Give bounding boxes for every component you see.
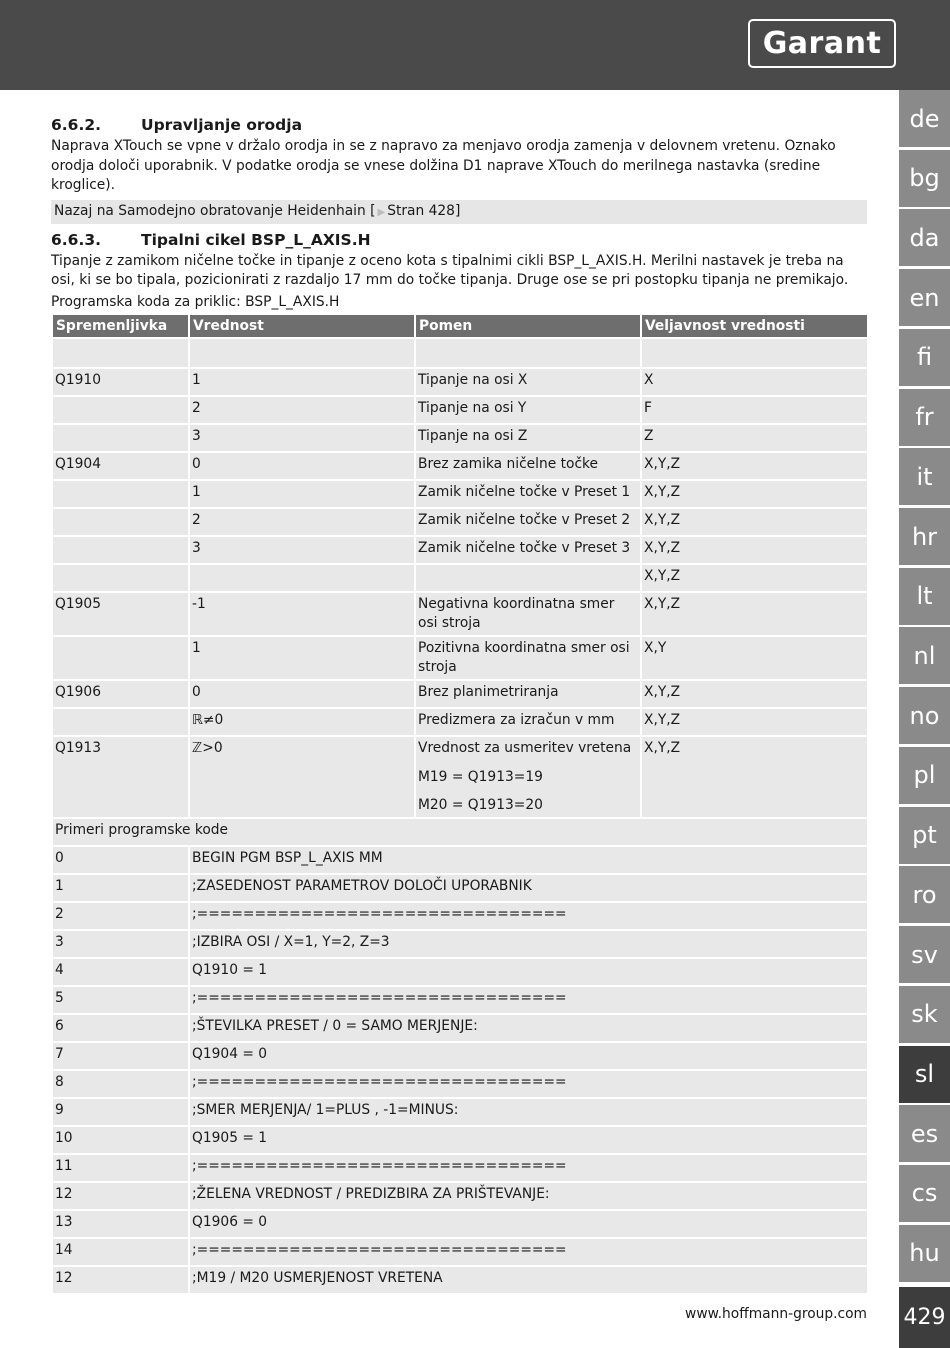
- language-tab-bg[interactable]: bg: [899, 150, 950, 207]
- language-tab-fr[interactable]: fr: [899, 389, 950, 446]
- validity-cell: X,Y,Z: [641, 508, 868, 536]
- language-tab-sk[interactable]: sk: [899, 986, 950, 1043]
- value-cell: 1: [189, 636, 415, 680]
- back-link[interactable]: [51, 200, 867, 224]
- line-number: 6: [52, 1014, 189, 1042]
- value-cell: 0: [189, 680, 415, 708]
- variable-cell: Q1906: [52, 680, 189, 708]
- table-row: [52, 708, 868, 736]
- variable-cell: [52, 536, 189, 564]
- code-line: Q1905 = 1: [189, 1126, 868, 1154]
- line-number: 13: [52, 1210, 189, 1238]
- table-row: [52, 680, 868, 708]
- code-line: Q1906 = 0: [189, 1210, 868, 1238]
- language-tab-de[interactable]: de: [899, 90, 950, 147]
- code-row: [52, 1238, 868, 1266]
- code-label: Programska koda za priklic: BSP_L_AXIS.H: [51, 293, 340, 310]
- language-tab-es[interactable]: es: [899, 1105, 950, 1162]
- examples-title: Primeri programske kode: [52, 818, 868, 846]
- section-number: 6.6.2.: [51, 116, 102, 134]
- meaning-cell: Pozitivna koordinatna smer osi stroja: [415, 636, 641, 680]
- meaning-cell: Tipanje na osi X: [415, 368, 641, 396]
- value-cell: 3: [189, 536, 415, 564]
- variable-cell: [52, 424, 189, 452]
- value-cell: 0: [189, 452, 415, 480]
- page-arrow-icon: ▶: [377, 206, 386, 218]
- validity-cell: X,Y,Z: [641, 736, 868, 818]
- validity-cell: X,Y,Z: [641, 452, 868, 480]
- code-line: ;================================: [189, 986, 868, 1014]
- meaning-cell: Negativna koordinatna smer osi stroja: [415, 592, 641, 636]
- parameter-table: [51, 313, 869, 1295]
- validity-cell: X,Y,Z: [641, 680, 868, 708]
- code-row: [52, 958, 868, 986]
- code-line: ;M19 / M20 USMERJENOST VRETENA: [189, 1266, 868, 1294]
- variable-cell: Q1913: [52, 736, 189, 818]
- line-number: 1: [52, 874, 189, 902]
- section-body: Tipanje z zamikom ničelne točke in tipanje z oceno kota s tipalnimi cikli BSP_L_AXIS.H. Merilni nastavek je treba na osi, ki se bo tipala, pozicionirati z razdaljo 17 mm do točke tipanja. Druge ose se pri postopku tipanja ne premikajo.: [51, 252, 849, 288]
- language-tab-sv[interactable]: sv: [899, 926, 950, 983]
- validity-cell: X: [641, 368, 868, 396]
- meaning-cell: [415, 736, 641, 818]
- language-tab-no[interactable]: no: [899, 687, 950, 744]
- meaning-cell: Tipanje na osi Z: [415, 424, 641, 452]
- code-line: Q1910 = 1: [189, 958, 868, 986]
- line-number: 14: [52, 1238, 189, 1266]
- code-row: [52, 1070, 868, 1098]
- language-tab-pl[interactable]: pl: [899, 747, 950, 804]
- line-number: 12: [52, 1266, 189, 1294]
- variable-cell: [52, 480, 189, 508]
- value-cell: -1: [189, 592, 415, 636]
- variable-cell: [52, 636, 189, 680]
- meaning-cell: Tipanje na osi Y: [415, 396, 641, 424]
- table-row: [52, 508, 868, 536]
- code-row: [52, 1098, 868, 1126]
- language-tab-fi[interactable]: fi: [899, 329, 950, 386]
- code-line: Q1904 = 0: [189, 1042, 868, 1070]
- variable-cell: Q1905: [52, 592, 189, 636]
- code-line: ;================================: [189, 1070, 868, 1098]
- code-line: ;SMER MERJENJA/ 1=PLUS , -1=MINUS:: [189, 1098, 868, 1126]
- main-content: [51, 113, 867, 1295]
- table-row: [52, 424, 868, 452]
- meaning-line: M19 = Q1913=19: [418, 768, 543, 785]
- value-cell: ℤ>0: [189, 736, 415, 818]
- variable-cell: Q1910: [52, 368, 189, 396]
- line-number: 5: [52, 986, 189, 1014]
- variable-cell: Q1904: [52, 452, 189, 480]
- table-row: [52, 736, 868, 818]
- code-row: [52, 1154, 868, 1182]
- value-cell: 2: [189, 396, 415, 424]
- validity-cell: F: [641, 396, 868, 424]
- meaning-cell: Predizmera za izračun v mm: [415, 708, 641, 736]
- back-link-page: Stran 428]: [387, 202, 461, 219]
- column-header: Spremenljivka: [52, 314, 189, 338]
- line-number: 10: [52, 1126, 189, 1154]
- code-line: ;ŽELENA VREDNOST / PREDIZBIRA ZA PRIŠTEVANJE:: [189, 1182, 868, 1210]
- footer-url: www.hoffmann-group.com: [685, 1306, 867, 1322]
- code-row: [52, 1042, 868, 1070]
- code-row: [52, 874, 868, 902]
- table-row: [52, 536, 868, 564]
- code-line: ;================================: [189, 1154, 868, 1182]
- page-header: [0, 0, 950, 90]
- value-cell: ℝ≠0: [189, 708, 415, 736]
- table-row: [52, 396, 868, 424]
- table-row: [52, 818, 868, 846]
- column-header: Pomen: [415, 314, 641, 338]
- column-header: Vrednost: [189, 314, 415, 338]
- value-cell: 1: [189, 368, 415, 396]
- language-tab-hr[interactable]: hr: [899, 508, 950, 565]
- language-tab-nl[interactable]: nl: [899, 627, 950, 684]
- language-tab-cs[interactable]: cs: [899, 1165, 950, 1222]
- line-number: 7: [52, 1042, 189, 1070]
- validity-cell: Z: [641, 424, 868, 452]
- language-tab-ro[interactable]: ro: [899, 866, 950, 923]
- meaning-line: M20 = Q1913=20: [418, 797, 543, 813]
- code-row: [52, 986, 868, 1014]
- section-body: Naprava XTouch se vpne v držalo orodja in se z napravo za menjavo orodja zamenja v delovnem vretenu. Oznako orodja določi uporabnik. V podatke orodja se vnese dolžina D1 naprave XTouch do merilnega nastavka (sredine kroglice).: [51, 138, 836, 193]
- value-cell: 3: [189, 424, 415, 452]
- line-number: 3: [52, 930, 189, 958]
- table-row: [52, 452, 868, 480]
- meaning-cell: Zamik ničelne točke v Preset 3: [415, 536, 641, 564]
- table-row: [52, 636, 868, 680]
- value-cell: 2: [189, 508, 415, 536]
- table-row: [52, 338, 868, 368]
- language-tab-it[interactable]: it: [899, 448, 950, 505]
- language-tab-hu[interactable]: hu: [899, 1225, 950, 1282]
- meaning-cell: Zamik ničelne točke v Preset 2: [415, 508, 641, 536]
- language-tab-en[interactable]: en: [899, 269, 950, 326]
- language-sidebar: [899, 90, 950, 1284]
- language-tab-lt[interactable]: lt: [899, 568, 950, 625]
- section-title: Tipalni cikel BSP_L_AXIS.H: [141, 230, 371, 249]
- code-row: [52, 1266, 868, 1294]
- line-number: 9: [52, 1098, 189, 1126]
- code-line: ;================================: [189, 1238, 868, 1266]
- validity-cell: X,Y,Z: [641, 708, 868, 736]
- code-row: [52, 846, 868, 874]
- code-line: ;ŠTEVILKA PRESET / 0 = SAMO MERJENJE:: [189, 1014, 868, 1042]
- back-link-text: Nazaj na Samodejno obratovanje Heidenhain [: [54, 202, 376, 219]
- meaning-cell: Brez planimetriranja: [415, 680, 641, 708]
- validity-cell: X,Y,Z: [641, 480, 868, 508]
- variable-cell: [52, 396, 189, 424]
- section-heading-1: [51, 113, 867, 137]
- garant-logo: Garant: [748, 19, 896, 68]
- code-row: [52, 902, 868, 930]
- code-line: BEGIN PGM BSP_L_AXIS MM: [189, 846, 868, 874]
- section-number: 6.6.3.: [51, 230, 102, 249]
- validity-cell: X,Y: [641, 636, 868, 680]
- code-line: ;IZBIRA OSI / X=1, Y=2, Z=3: [189, 930, 868, 958]
- language-tab-sl[interactable]: sl: [899, 1046, 950, 1103]
- line-number: 2: [52, 902, 189, 930]
- page-number: 429: [899, 1287, 950, 1348]
- line-number: 4: [52, 958, 189, 986]
- table-row: [52, 368, 868, 396]
- code-row: [52, 1182, 868, 1210]
- code-row: [52, 930, 868, 958]
- validity-cell: X,Y,Z: [641, 592, 868, 636]
- section-title: Upravljanje orodja: [141, 116, 303, 134]
- validity-cell: X,Y,Z: [641, 536, 868, 564]
- line-number: 8: [52, 1070, 189, 1098]
- line-number: 11: [52, 1154, 189, 1182]
- value-cell: 1: [189, 480, 415, 508]
- validity-cell: X,Y,Z: [641, 564, 868, 592]
- value-cell: [189, 564, 415, 592]
- column-header: Veljavnost vrednosti: [641, 314, 868, 338]
- code-row: [52, 1210, 868, 1238]
- meaning-cell: Zamik ničelne točke v Preset 1: [415, 480, 641, 508]
- line-number: 12: [52, 1182, 189, 1210]
- code-row: [52, 1014, 868, 1042]
- language-tab-da[interactable]: da: [899, 209, 950, 266]
- line-number: 0: [52, 846, 189, 874]
- meaning-cell: Brez zamika ničelne točke: [415, 452, 641, 480]
- code-line: ;ZASEDENOST PARAMETROV DOLOČI UPORABNIK: [189, 874, 868, 902]
- table-row: [52, 564, 868, 592]
- variable-cell: [52, 708, 189, 736]
- language-tab-pt[interactable]: pt: [899, 807, 950, 864]
- meaning-cell: [415, 564, 641, 592]
- variable-cell: [52, 564, 189, 592]
- table-row: [52, 592, 868, 636]
- code-row: [52, 1126, 868, 1154]
- code-line: ;================================: [189, 902, 868, 930]
- table-row: [52, 480, 868, 508]
- meaning-line: Vrednost za usmeritev vretena: [418, 740, 632, 756]
- section-heading-2: [51, 228, 867, 252]
- variable-cell: [52, 508, 189, 536]
